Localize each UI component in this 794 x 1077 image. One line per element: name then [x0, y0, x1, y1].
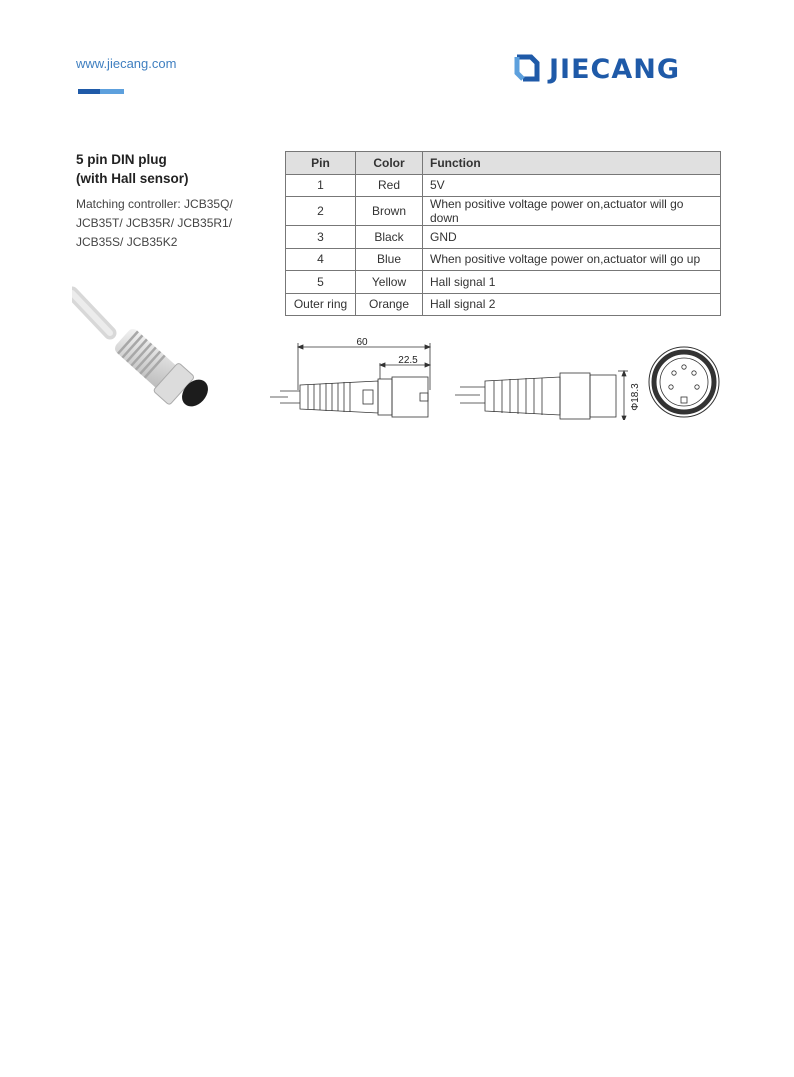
- cell-pin: Outer ring: [286, 293, 356, 316]
- dimension-60-label: 60: [356, 337, 368, 348]
- title-line-2: (with Hall sensor): [76, 171, 189, 186]
- table-row: [286, 197, 721, 226]
- table-row: [286, 293, 721, 316]
- cell-pin: 2: [286, 197, 356, 226]
- accent-bar-dark: [78, 89, 100, 94]
- pin-table: [285, 151, 721, 316]
- desc-line-2: JCB35T/ JCB35R/ JCB35R1/: [76, 216, 233, 230]
- dimension-22-5-label: 22.5: [398, 355, 418, 366]
- cell-pin: 4: [286, 248, 356, 271]
- technical-drawing: [270, 335, 720, 420]
- jiecang-logo: [511, 52, 721, 86]
- table-row: [286, 248, 721, 271]
- product-description: [76, 195, 276, 252]
- connector-end-view: [649, 347, 719, 417]
- cell-function: When positive voltage power on,actuator will go down: [423, 197, 721, 226]
- side-view-plain: [455, 371, 628, 420]
- table-header-row: [286, 152, 721, 175]
- cell-color: Blue: [356, 248, 423, 271]
- cell-pin: 3: [286, 226, 356, 249]
- cell-pin: 5: [286, 271, 356, 294]
- table-row: [286, 226, 721, 249]
- cell-color: Orange: [356, 293, 423, 316]
- title-line-1: 5 pin DIN plug: [76, 152, 167, 167]
- header-function: Function: [423, 152, 721, 175]
- cell-function: When positive voltage power on,actuator will go up: [423, 248, 721, 271]
- cell-function: Hall signal 1: [423, 271, 721, 294]
- cell-color: Black: [356, 226, 423, 249]
- desc-line-1: Matching controller: JCB35Q/: [76, 197, 233, 211]
- accent-bar-light: [100, 89, 124, 94]
- website-url[interactable]: www.jiecang.com: [76, 56, 177, 71]
- din-plug-photo: [72, 285, 212, 415]
- table-row: [286, 174, 721, 197]
- brand-name: JIECANG: [549, 53, 681, 85]
- logo-mark-icon: [511, 53, 543, 85]
- table-row: [286, 271, 721, 294]
- cell-color: Red: [356, 174, 423, 197]
- cell-pin: 1: [286, 174, 356, 197]
- cell-color: Yellow: [356, 271, 423, 294]
- cell-color: Brown: [356, 197, 423, 226]
- cell-function: GND: [423, 226, 721, 249]
- desc-line-3: JCB35S/ JCB35K2: [76, 235, 178, 249]
- product-title: [76, 150, 276, 188]
- cell-function: Hall signal 2: [423, 293, 721, 316]
- header-pin: Pin: [286, 152, 356, 175]
- header-color: Color: [356, 152, 423, 175]
- dimension-diameter-label: Φ18.3: [630, 383, 641, 411]
- cell-function: 5V: [423, 174, 721, 197]
